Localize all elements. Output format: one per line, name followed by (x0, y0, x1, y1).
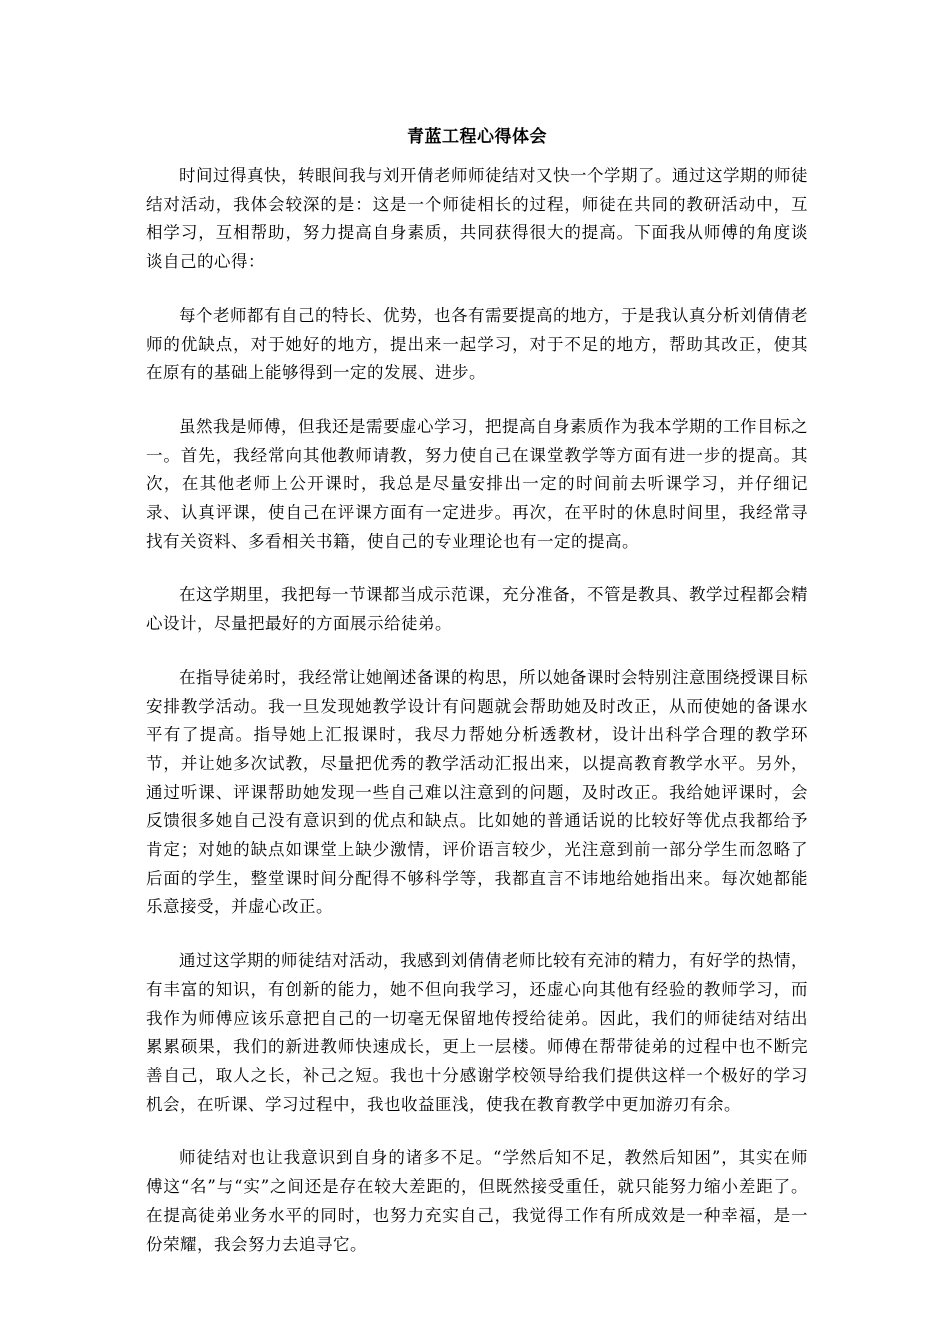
paragraph-reflection: 师徒结对也让我意识到自身的诸多不足。“学然后知不足，教然后知困”，其实在师傅这“名”与“实”之间还是存在较大差距的，但既然接受重任，就只能努力缩小差距了。在提高徒弟业务水平的同时，也努力充实自己，我觉得工作有所成效是一种幸福，是一份荣耀，我会努力去追寻它。 (146, 1148, 808, 1254)
paragraph-intro: 时间过得真快，转眼间我与刘开倩老师师徒结对又快一个学期了。通过这学期的师徒结对活动，我体会较深的是：这是一个师徒相长的过程，师徒在共同的教研活动中，互相学习，互相帮助，努力提高自身素质，共同获得很大的提高。下面我从师傅的角度谈谈自己的心得： (146, 166, 808, 272)
paragraph-self-learning: 虽然我是师傅，但我还是需要虚心学习，把提高自身素质作为我本学期的工作目标之一。首先，我经常向其他教师请教，努力使自己在课堂教学等方面有进一步的提高。其次，在其他老师上公开课时，我总是尽量安排出一定的时间前去听课学习，并仔细记录、认真评课，使自己在评课方面有一定进步。再次，在平时的休息时间里，我经常寻找有关资料、多看相关书籍，使自己的专业理论也有一定的提高。 (146, 416, 808, 551)
paragraph-guidance: 在指导徒弟时，我经常让她阐述备课的构思，所以她备课时会特别注意围绕授课目标安排教学活动。我一旦发现她教学设计有问题就会帮助她及时改正，从而使她的备课水平有了提高。指导她上汇报课时，我尽力帮她分析透教材，设计出科学合理的教学环节，并让她多次试教，尽量把优秀的教学活动汇报出来，以提高教育教学水平。另外，通过听课、评课帮助她发现一些自己难以注意到的问题，及时改正。我给她评课时，会反馈很多她自己没有意识到的优点和缺点。比如她的普通话说的比较好等优点我都给予肯定；对她的缺点如课堂上缺少激情，评价语言较少，光注意到前一部分学生而忽略了后面的学生，整堂课时间分配得不够科学等，我都直言不讳地给她指出来。每次她都能乐意接受，并虚心改正。 (146, 667, 808, 917)
paragraph-demo-lessons: 在这学期里，我把每一节课都当成示范课，充分准备，不管是教具、教学过程都会精心设计，尽量把最好的方面展示给徒弟。 (146, 585, 808, 634)
document-title: 青蓝工程心得体会 (407, 127, 547, 147)
paragraph-strengths: 每个老师都有自己的特长、优势，也各有需要提高的地方，于是我认真分析刘倩倩老师的优缺点，对于她好的地方，提出来一起学习，对于不足的地方，帮助其改正，使其在原有的基础上能够得到一定的发展、进步。 (146, 305, 808, 383)
document-page (146, 124, 808, 1284)
paragraph-results: 通过这学期的师徒结对活动，我感到刘倩倩老师比较有充沛的精力，有好学的热情，有丰富的知识，有创新的能力，她不但向我学习，还虚心向其他有经验的教师学习，而我作为师傅应该乐意把自己的一切毫无保留地传授给徒弟。因此，我们的师徒结对结出累累硕果，我们的新进教师快速成长，更上一层楼。师傅在帮带徒弟的过程中也不断完善自己，取人之长，补己之短。我也十分感谢学校领导给我们提供这样一个极好的学习机会，在听课、学习过程中，我也收益匪浅，使我在教育教学中更加游刃有余。 (146, 951, 808, 1114)
